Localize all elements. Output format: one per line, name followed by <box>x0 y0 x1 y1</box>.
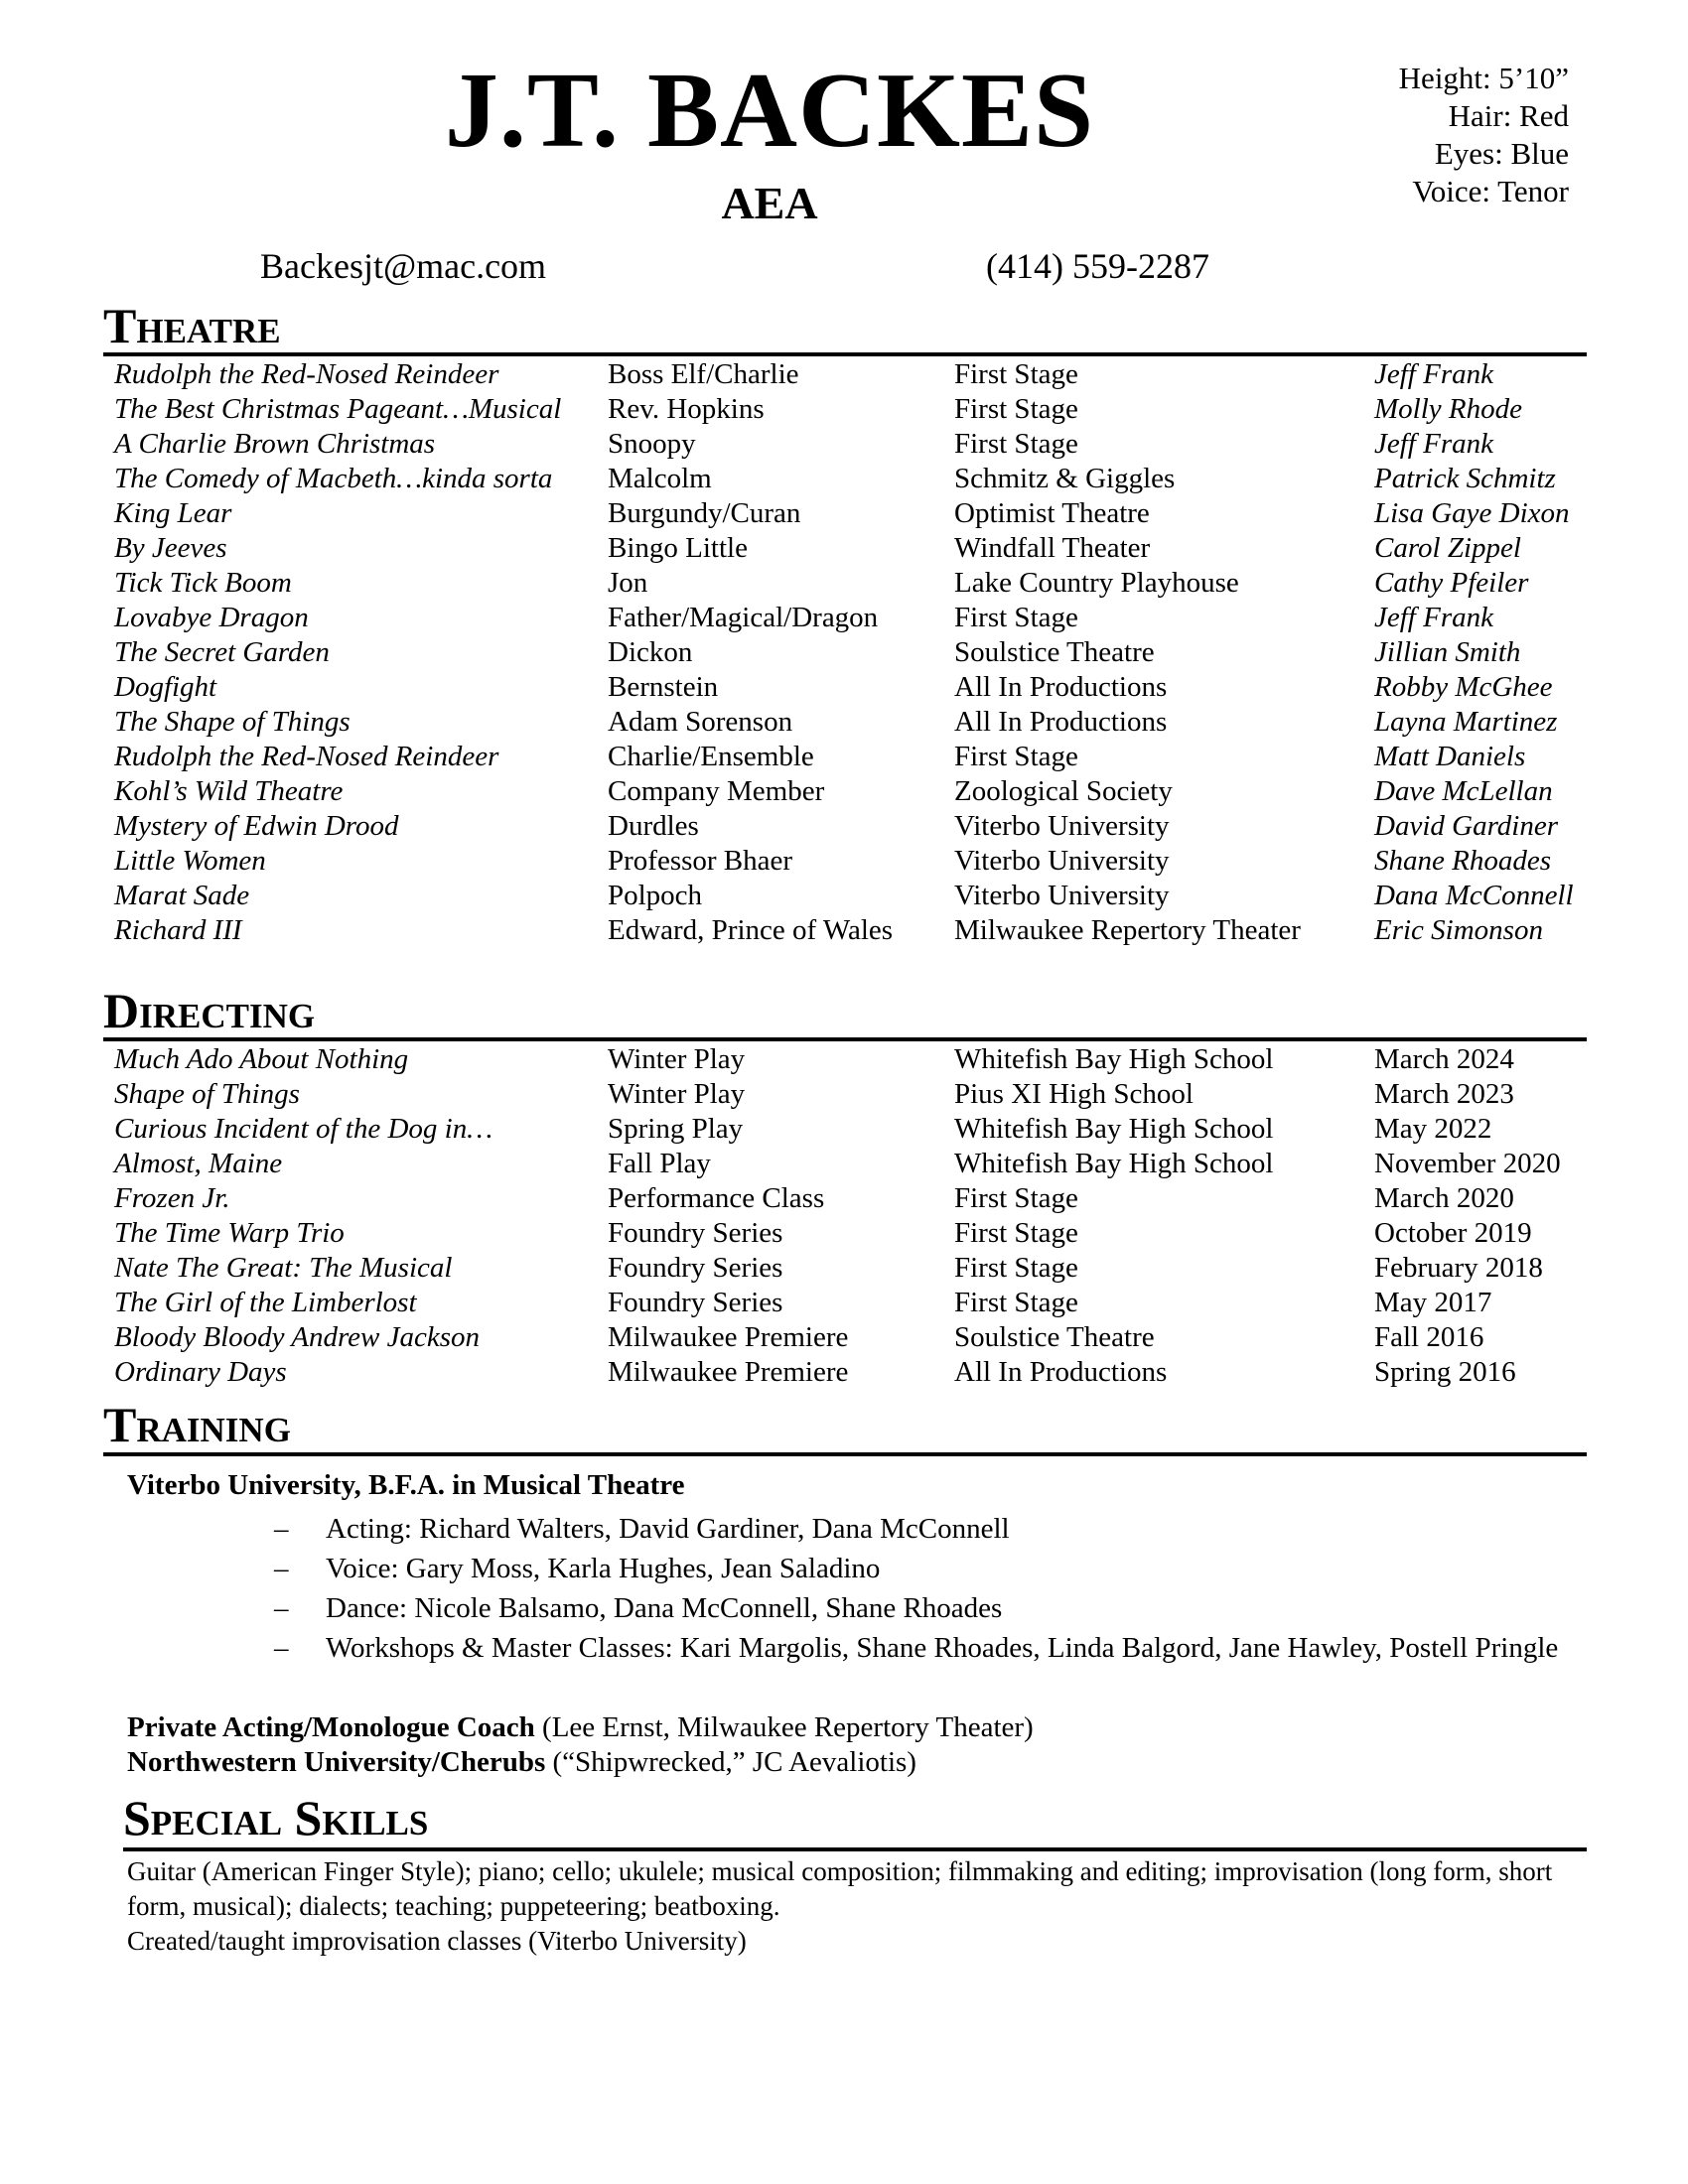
date: May 2022 <box>1374 1113 1492 1145</box>
training-cherubs <box>127 1748 916 1777</box>
date: February 2018 <box>1374 1252 1543 1284</box>
company: Zoological Society <box>954 775 1173 807</box>
directing-row <box>114 1320 1604 1355</box>
production-type: Foundry Series <box>608 1252 783 1284</box>
role: Dickon <box>608 636 693 668</box>
section-title-directing: Directing <box>103 983 316 1038</box>
show-title: Richard III <box>114 914 242 946</box>
company: First Stage <box>954 602 1078 633</box>
stat-voice: Voice: Tenor <box>1412 174 1569 208</box>
role: Father/Magical/Dragon <box>608 602 879 633</box>
show-title: Rudolph the Red-Nosed Reindeer <box>114 741 499 772</box>
role: Charlie/Ensemble <box>608 741 814 772</box>
skills-line: Created/taught improvisation classes (Viterbo University) <box>127 1926 747 1956</box>
venue: Whitefish Bay High School <box>954 1113 1274 1145</box>
theatre-row <box>114 740 1604 774</box>
theatre-row <box>114 566 1604 601</box>
production-type: Foundry Series <box>608 1287 783 1318</box>
director: Eric Simonson <box>1374 914 1543 946</box>
role: Rev. Hopkins <box>608 393 765 425</box>
show-title: Bloody Bloody Andrew Jackson <box>114 1321 481 1353</box>
cherubs-label: Northwestern University/Cherubs <box>127 1746 546 1778</box>
company: Milwaukee Repertory Theater <box>954 914 1301 946</box>
role: Edward, Prince of Wales <box>608 914 894 946</box>
section-title-special-skills: Special Skills <box>123 1790 429 1845</box>
show-title: By Jeeves <box>114 532 227 564</box>
dash-bullet: – <box>274 1632 289 1664</box>
show-title: King Lear <box>114 497 232 529</box>
date: Spring 2016 <box>1374 1356 1516 1388</box>
date: March 2024 <box>1374 1043 1514 1075</box>
training-item-text: Workshops & Master Classes: Kari Margolis, Shane Rhoades, Linda Balgord, Jane Hawley, Postell Pringle <box>326 1632 1559 1664</box>
show-title: Curious Incident of the Dog in… <box>114 1113 493 1145</box>
stat-hair: Hair: Red <box>1448 98 1569 133</box>
theatre-row <box>114 635 1604 670</box>
show-title: The Comedy of Macbeth…kinda sorta <box>114 463 553 494</box>
production-type: Winter Play <box>608 1078 746 1110</box>
company: Windfall Theater <box>954 532 1151 564</box>
show-title: Dogfight <box>114 671 217 703</box>
venue: First Stage <box>954 1217 1078 1249</box>
training-item <box>274 1511 1565 1547</box>
director: Shane Rhoades <box>1374 845 1551 877</box>
directing-row <box>114 1286 1604 1320</box>
training-school: Viterbo University, B.F.A. in Musical Theatre <box>127 1469 685 1501</box>
company: Viterbo University <box>954 810 1170 842</box>
production-type: Performance Class <box>608 1182 825 1214</box>
director: Dana McConnell <box>1374 880 1574 911</box>
training-item <box>274 1590 1565 1626</box>
company: Viterbo University <box>954 845 1170 877</box>
theatre-row <box>114 705 1604 740</box>
theatre-row <box>114 913 1604 948</box>
directing-row <box>114 1251 1604 1286</box>
date: March 2023 <box>1374 1078 1514 1110</box>
skills-text <box>127 1854 1577 1959</box>
show-title: Nate The Great: The Musical <box>114 1252 453 1284</box>
directing-row <box>114 1077 1604 1112</box>
dash-bullet: – <box>274 1592 289 1624</box>
venue: Soulstice Theatre <box>954 1321 1155 1353</box>
date: May 2017 <box>1374 1287 1492 1318</box>
venue: All In Productions <box>954 1356 1168 1388</box>
director: Dave McLellan <box>1374 775 1553 807</box>
directing-row <box>114 1355 1604 1390</box>
stat-height: Height: 5’10” <box>1398 61 1569 95</box>
show-title: A Charlie Brown Christmas <box>114 428 436 460</box>
director: Cathy Pfeiler <box>1374 567 1529 599</box>
show-title: Little Women <box>114 845 266 877</box>
section-divider <box>103 1452 1587 1456</box>
training-item-text: Voice: Gary Moss, Karla Hughes, Jean Saladino <box>326 1553 881 1584</box>
company: All In Productions <box>954 671 1168 703</box>
section-divider <box>103 352 1587 356</box>
theatre-row <box>114 462 1604 496</box>
production-type: Winter Play <box>608 1043 746 1075</box>
dash-bullet: – <box>274 1553 289 1584</box>
coach-label: Private Acting/Monologue Coach <box>127 1711 535 1743</box>
company: Soulstice Theatre <box>954 636 1155 668</box>
production-type: Foundry Series <box>608 1217 783 1249</box>
company: First Stage <box>954 428 1078 460</box>
role: Polpoch <box>608 880 703 911</box>
theatre-row <box>114 601 1604 635</box>
cherubs-detail: (“Shipwrecked,” JC Aevaliotis) <box>545 1746 916 1778</box>
company: Viterbo University <box>954 880 1170 911</box>
training-coach <box>127 1713 1034 1742</box>
physical-stats <box>1399 60 1569 210</box>
show-title: Frozen Jr. <box>114 1182 230 1214</box>
director: Jillian Smith <box>1374 636 1521 668</box>
show-title: Marat Sade <box>114 880 250 911</box>
director: Robby McGhee <box>1374 671 1553 703</box>
role: Malcolm <box>608 463 712 494</box>
theatre-credits <box>114 357 1604 948</box>
director: Jeff Frank <box>1374 602 1493 633</box>
role: Boss Elf/Charlie <box>608 358 799 390</box>
company: First Stage <box>954 358 1078 390</box>
venue: Whitefish Bay High School <box>954 1148 1274 1179</box>
coach-detail: (Lee Ernst, Milwaukee Repertory Theater) <box>534 1711 1034 1743</box>
show-title: Almost, Maine <box>114 1148 283 1179</box>
director: Jeff Frank <box>1374 428 1493 460</box>
show-title: Lovabye Dragon <box>114 602 309 633</box>
role: Company Member <box>608 775 825 807</box>
show-title: Kohl’s Wild Theatre <box>114 775 344 807</box>
role: Professor Bhaer <box>608 845 793 877</box>
theatre-row <box>114 531 1604 566</box>
training-item <box>274 1630 1565 1666</box>
company: First Stage <box>954 741 1078 772</box>
theatre-row <box>114 427 1604 462</box>
director: Carol Zippel <box>1374 532 1521 564</box>
directing-row <box>114 1147 1604 1181</box>
theatre-row <box>114 879 1604 913</box>
role: Adam Sorenson <box>608 706 793 738</box>
date: Fall 2016 <box>1374 1321 1484 1353</box>
company: Optimist Theatre <box>954 497 1150 529</box>
section-title-training: Training <box>103 1397 291 1452</box>
directing-row <box>114 1042 1604 1077</box>
stat-eyes: Eyes: Blue <box>1434 136 1569 171</box>
directing-credits <box>114 1042 1604 1390</box>
show-title: Rudolph the Red-Nosed Reindeer <box>114 358 499 390</box>
phone: (414) 559-2287 <box>986 246 1209 286</box>
show-title: Shape of Things <box>114 1078 300 1110</box>
section-title-theatre: Theatre <box>103 298 281 353</box>
training-list <box>274 1511 1565 1670</box>
production-type: Fall Play <box>608 1148 711 1179</box>
show-title: The Secret Garden <box>114 636 330 668</box>
show-title: The Best Christmas Pageant…Musical <box>114 393 562 425</box>
theatre-row <box>114 809 1604 844</box>
company: All In Productions <box>954 706 1168 738</box>
union-affiliation: AEA <box>721 178 818 228</box>
venue: Pius XI High School <box>954 1078 1194 1110</box>
director: Patrick Schmitz <box>1374 463 1556 494</box>
email: Backesjt@mac.com <box>260 246 547 286</box>
production-type: Spring Play <box>608 1113 744 1145</box>
show-title: The Shape of Things <box>114 706 351 738</box>
company: First Stage <box>954 393 1078 425</box>
theatre-row <box>114 670 1604 705</box>
date: October 2019 <box>1374 1217 1532 1249</box>
role: Snoopy <box>608 428 696 460</box>
venue: Whitefish Bay High School <box>954 1043 1274 1075</box>
production-type: Milwaukee Premiere <box>608 1356 849 1388</box>
show-title: Mystery of Edwin Drood <box>114 810 399 842</box>
show-title: The Time Warp Trio <box>114 1217 345 1249</box>
production-type: Milwaukee Premiere <box>608 1321 849 1353</box>
show-title: Much Ado About Nothing <box>114 1043 409 1075</box>
director: Matt Daniels <box>1374 741 1526 772</box>
theatre-row <box>114 496 1604 531</box>
venue: First Stage <box>954 1252 1078 1284</box>
show-title: Ordinary Days <box>114 1356 287 1388</box>
theatre-row <box>114 774 1604 809</box>
training-item <box>274 1551 1565 1586</box>
skills-line: Guitar (American Finger Style); piano; cello; ukulele; musical composition; filmmaking and editing; improvisation (long form, short form, musical); dialects; teaching; puppeteering; beatboxing. <box>127 1856 1553 1921</box>
training-item-text: Dance: Nicole Balsamo, Dana McConnell, Shane Rhoades <box>326 1592 1003 1624</box>
theatre-row <box>114 844 1604 879</box>
role: Bernstein <box>608 671 719 703</box>
director: Jeff Frank <box>1374 358 1493 390</box>
company: Lake Country Playhouse <box>954 567 1239 599</box>
section-divider <box>103 1037 1587 1041</box>
section-divider <box>123 1847 1587 1851</box>
date: November 2020 <box>1374 1148 1561 1179</box>
role: Durdles <box>608 810 699 842</box>
directing-row <box>114 1112 1604 1147</box>
director: Molly Rhode <box>1374 393 1522 425</box>
theatre-row <box>114 357 1604 392</box>
director: Lisa Gaye Dixon <box>1374 497 1570 529</box>
theatre-row <box>114 392 1604 427</box>
actor-name: J.T. BACKES <box>444 52 1095 170</box>
company: Schmitz & Giggles <box>954 463 1176 494</box>
role: Burgundy/Curan <box>608 497 801 529</box>
role: Bingo Little <box>608 532 748 564</box>
training-item-text: Acting: Richard Walters, David Gardiner, Dana McConnell <box>326 1513 1010 1545</box>
show-title: Tick Tick Boom <box>114 567 292 599</box>
director: Layna Martinez <box>1374 706 1558 738</box>
date: March 2020 <box>1374 1182 1514 1214</box>
show-title: The Girl of the Limberlost <box>114 1287 417 1318</box>
directing-row <box>114 1181 1604 1216</box>
venue: First Stage <box>954 1182 1078 1214</box>
venue: First Stage <box>954 1287 1078 1318</box>
dash-bullet: – <box>274 1513 289 1545</box>
directing-row <box>114 1216 1604 1251</box>
role: Jon <box>608 567 648 599</box>
director: David Gardiner <box>1374 810 1558 842</box>
